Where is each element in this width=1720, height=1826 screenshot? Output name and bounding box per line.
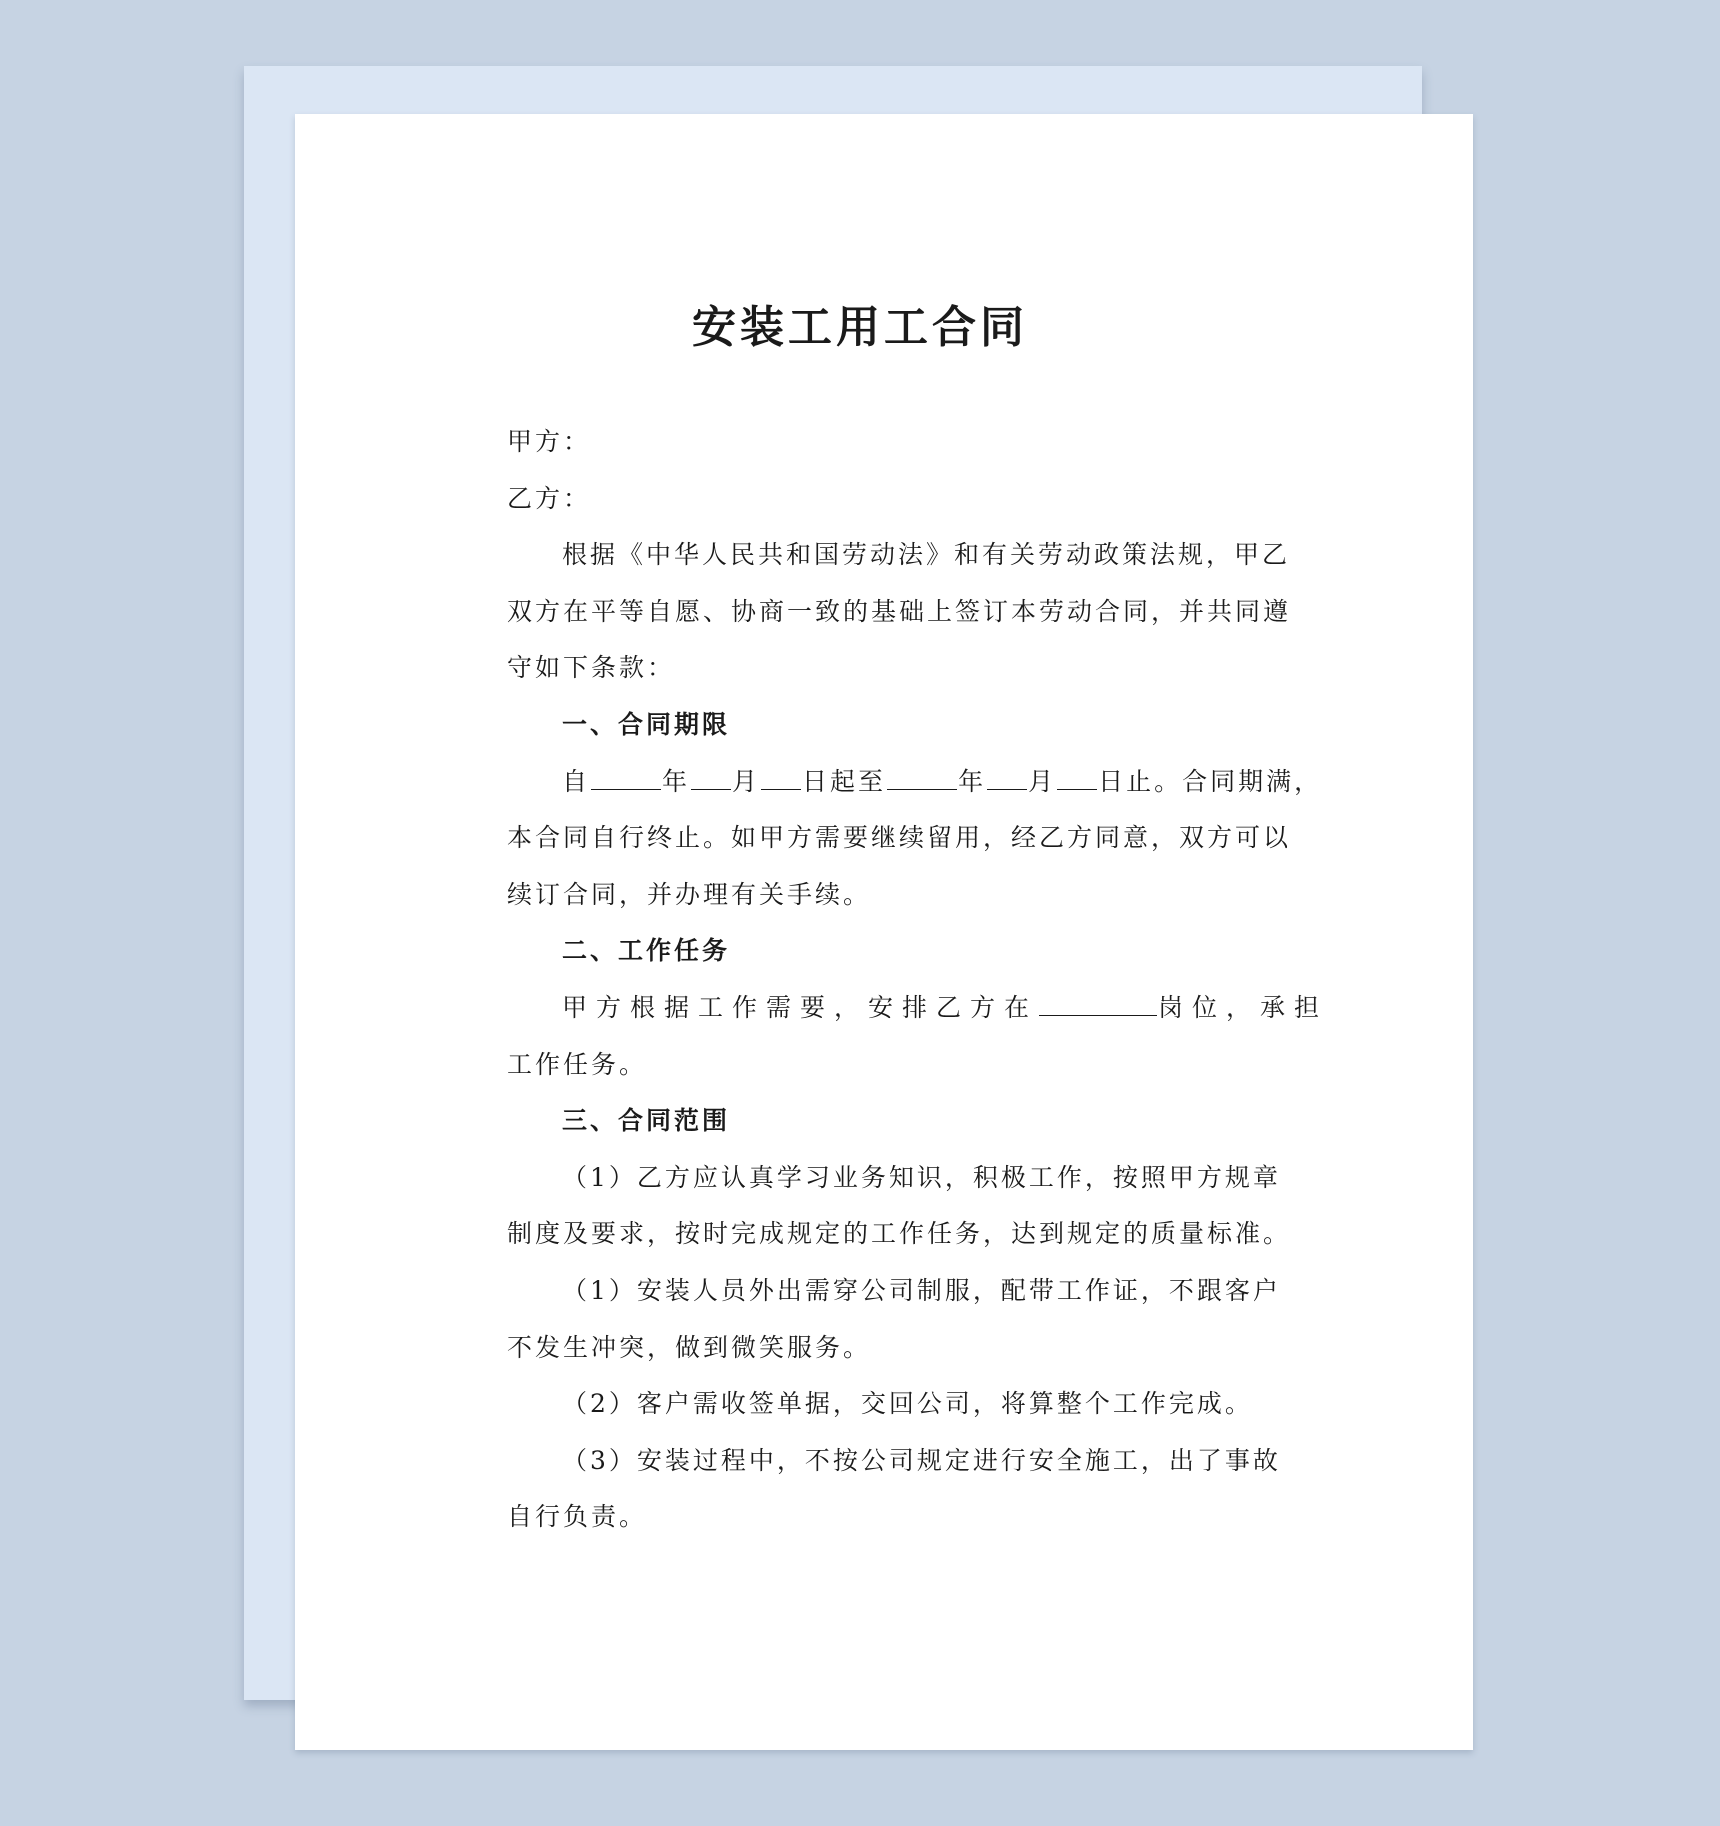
task-line [507, 980, 1329, 1037]
scope-line: （2）客户需收签单据，交回公司，将算整个工作完成。 [562, 1389, 1253, 1419]
document-body [507, 414, 1329, 1546]
day-start-text: 日起至 [802, 766, 887, 796]
start-month-blank[interactable] [691, 763, 731, 790]
start-day-blank[interactable] [761, 763, 801, 790]
month-text: 月 [732, 766, 761, 796]
month-text: 月 [1028, 766, 1057, 796]
term-line [507, 754, 1323, 811]
party-a-label: 甲方： [507, 427, 592, 456]
term-line: 本合同自行终止。如甲方需要继续留用，经乙方同意，双方可以 [507, 823, 1292, 853]
scope-line: （1）乙方应认真学习业务知识，积极工作，按照甲方规章 [562, 1162, 1281, 1192]
term-from-text: 自 [562, 766, 591, 796]
scope-line: 自行负责。 [507, 1502, 648, 1532]
scope-line: 制度及要求，按时完成规定的工作任务，达到规定的质量标准。 [507, 1219, 1292, 1249]
task-text: 岗位，承担 [1158, 992, 1329, 1022]
preamble-line: 双方在平等自愿、协商一致的基础上签订本劳动合同，并共同遵 [507, 596, 1292, 626]
year-text: 年 [662, 766, 691, 796]
document-title: 安装工用工合同 [692, 302, 1028, 353]
term-end-text: 日止。合同期满， [1098, 766, 1323, 796]
scope-line: （1）安装人员外出需穿公司制服，配带工作证，不跟客户 [562, 1275, 1281, 1305]
section-heading-task: 二、工作任务 [562, 936, 731, 966]
scope-line: 不发生冲突，做到微笑服务。 [507, 1332, 872, 1362]
term-line: 续订合同，并办理有关手续。 [507, 879, 872, 909]
party-b-label: 乙方： [507, 483, 592, 513]
end-day-blank[interactable] [1057, 763, 1097, 790]
position-blank[interactable] [1039, 989, 1157, 1016]
year-text: 年 [958, 766, 987, 796]
end-year-blank[interactable] [887, 763, 957, 790]
task-text: 甲方根据工作需要，安排乙方在 [562, 992, 1039, 1022]
preamble-line: 根据《中华人民共和国劳动法》和有关劳动政策法规，甲乙 [562, 540, 1291, 570]
scope-line: （3）安装过程中，不按公司规定进行安全施工，出了事故 [562, 1445, 1281, 1475]
end-month-blank[interactable] [987, 763, 1027, 790]
task-line: 工作任务。 [507, 1049, 648, 1079]
section-heading-scope: 三、合同范围 [562, 1106, 731, 1136]
start-year-blank[interactable] [591, 763, 661, 790]
section-heading-term: 一、合同期限 [562, 709, 731, 739]
preamble-line: 守如下条款： [507, 653, 676, 683]
